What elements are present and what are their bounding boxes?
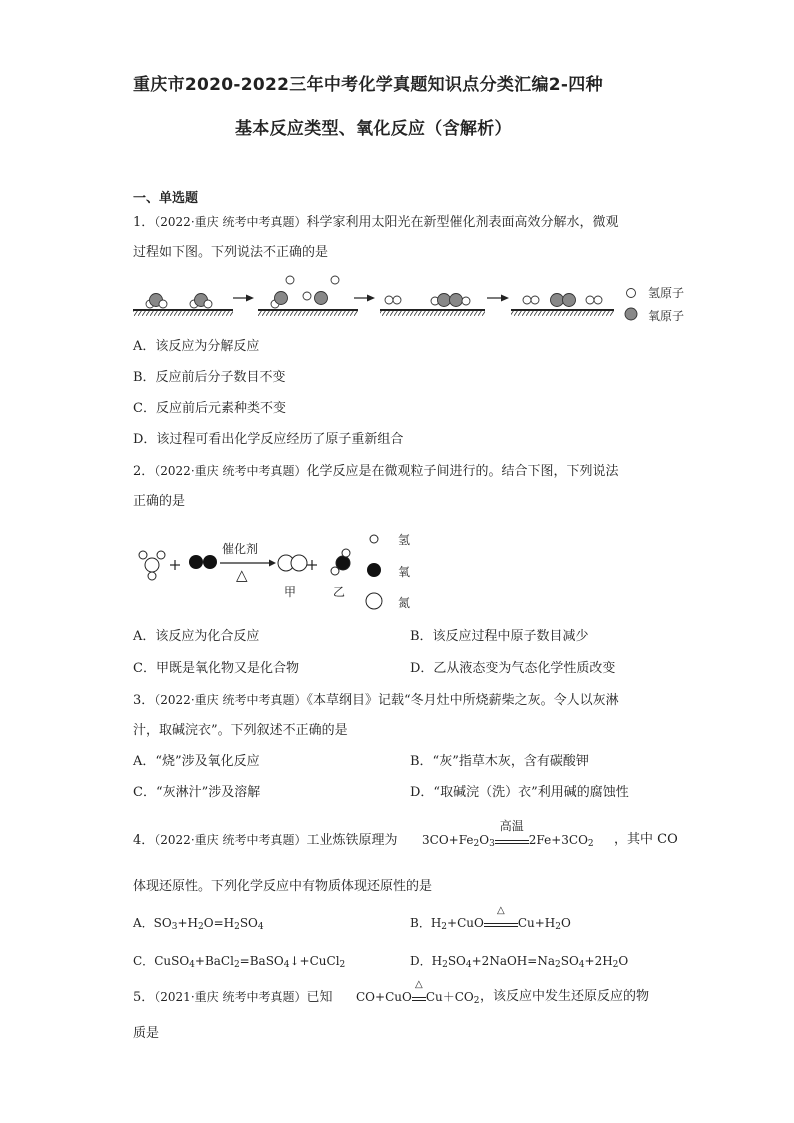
q1-source: （2022·重庆 统考中考真题）	[154, 215, 307, 229]
q3-number: 3．	[133, 693, 155, 708]
q4-equation: $3CO+Fe_2O_3$ 高温 $2Fe+3CO_2$	[422, 819, 594, 849]
q1-stem-line-2: 过程如下图。下列说法不正确的是	[133, 245, 329, 260]
q4-option-a[interactable]: A．$SO_3+H_2O=H_2SO_4$	[133, 916, 264, 932]
water-molecule	[146, 294, 167, 309]
legend-hydrogen-label: 氢原子	[648, 286, 685, 300]
recombined-molecules-stage-3	[385, 294, 470, 307]
q2-stem-line-1	[133, 462, 618, 481]
q5-stem-line-1	[133, 988, 332, 1007]
legend-label-hydrogen: 氢	[398, 533, 411, 547]
q2-option-c[interactable]: C．甲既是氧化物又是化合物	[133, 661, 299, 676]
q4-stem-line-2: 体现还原性。下列化学反应中有物质体现还原性的是	[133, 879, 433, 894]
plus-icon	[170, 560, 180, 570]
label-yi: 乙	[333, 585, 346, 599]
heat-symbol: △	[414, 979, 423, 990]
heat-symbol: △	[236, 566, 248, 584]
label-jia: 甲	[284, 585, 297, 599]
q3-source: （2022·重庆 统考中考真题）	[154, 693, 307, 707]
q3-option-d[interactable]: D．“取碱浣（洗）衣”利用碱的腐蚀性	[410, 785, 629, 800]
reaction-arrow-icon	[220, 560, 276, 567]
nitrogen-legend-icon	[366, 593, 382, 609]
q3-option-c[interactable]: C．“灰淋汁”涉及溶解	[133, 785, 261, 800]
q3-option-b[interactable]: B．“灰”指草木灰，含有碳酸钾	[410, 754, 589, 769]
catalyst-surface-3	[380, 310, 485, 316]
separating-atoms	[271, 276, 339, 308]
q5-text-pre: 已知	[306, 990, 333, 1005]
q1-micro-process-diagram	[130, 268, 690, 326]
hydrogen-legend-icon	[370, 535, 378, 543]
q1-option-b[interactable]: B．反应前后分子数目不变	[133, 370, 286, 385]
title-line-2: 基本反应类型、氧化反应（含解析）	[235, 119, 512, 139]
q1-text-a: 科学家利用太阳光在新型催化剂表面高效分解水，微观	[306, 215, 619, 230]
catalyst-surface-2	[258, 310, 358, 316]
q2-stem-line-2: 正确的是	[133, 494, 186, 509]
heat-symbol: △	[496, 905, 505, 916]
legend-label-oxygen: 氧	[398, 565, 411, 579]
arrow-icon	[354, 295, 375, 302]
oxygen-legend-icon	[367, 563, 381, 577]
q4-number: 4．	[133, 833, 155, 848]
hydrogen-atom-legend-icon	[627, 289, 636, 298]
title-line-1: 重庆市2020-2022三年中考化学真题知识点分类汇编2-四种	[133, 75, 603, 95]
q3-text-a: 《本草纲目》记载“冬月灶中所烧薪柴之灰。令人以灰淋	[306, 693, 619, 708]
plus-icon	[307, 560, 317, 570]
q2-text-a: 化学反应是在微观粒子间进行的。结合下图，下列说法	[306, 464, 619, 479]
oxygen-molecule	[189, 555, 217, 569]
catalyst-surface-1	[133, 310, 233, 316]
q2-option-d[interactable]: D．乙从液态变为气态化学性质改变	[410, 661, 616, 676]
products-stage-4	[523, 294, 602, 307]
q3-stem-line-2: 汁，取碱浣衣”。下列叙述不正确的是	[133, 723, 348, 738]
catalyst-surface-4	[511, 310, 614, 316]
q1-option-d[interactable]: D．该过程可看出化学反应经历了原子重新组合	[133, 432, 404, 447]
q1-number: 1．	[133, 215, 155, 230]
arrow-icon	[233, 295, 254, 302]
q5-text-post: ，该反应中发生还原反应的物	[480, 989, 650, 1004]
q4-condition-high-temp: 高温	[499, 819, 524, 833]
q3-option-a[interactable]: A．“烧”涉及氧化反应	[133, 754, 260, 769]
q2-source: （2022·重庆 统考中考真题）	[154, 464, 307, 478]
q5-stem-line-2: 质是	[133, 1026, 160, 1041]
nitrogen-molecule	[278, 555, 307, 571]
q2-number: 2．	[133, 464, 155, 479]
section-heading: 一、单选题	[133, 191, 199, 206]
ammonia-molecule	[139, 551, 165, 580]
q2-option-b[interactable]: B．该反应过程中原子数目减少	[410, 629, 589, 644]
q4-text-pre: 工业炼铁原理为	[306, 833, 398, 848]
catalyst-label: 催化剂	[222, 542, 259, 556]
water-molecule-product	[331, 549, 350, 575]
q3-stem-line-1	[133, 691, 619, 710]
q1-stem-line-1	[133, 213, 618, 232]
q1-option-a[interactable]: A．该反应为分解反应	[133, 339, 260, 354]
q1-option-c[interactable]: C．反应前后元素种类不变	[133, 401, 286, 416]
q4-option-c[interactable]: C．CuSO$_4$+BaCl$_2$=BaSO$_4$↓+CuCl$_2$	[133, 954, 346, 970]
q5-equation: CO+CuO △ $Cu+CO_2$	[356, 988, 480, 1006]
q4-text-post: ，其中 CO	[614, 832, 678, 847]
oxygen-atom-legend-icon	[625, 308, 637, 320]
q4-stem-line-1	[133, 831, 397, 850]
q4-source: （2022·重庆 统考中考真题）	[154, 833, 307, 847]
q5-number: 5．	[133, 990, 155, 1005]
legend-label-nitrogen: 氮	[398, 596, 411, 610]
q5-source: （2021·重庆 统考中考真题）	[154, 990, 307, 1004]
arrow-icon	[487, 295, 509, 302]
q2-option-a[interactable]: A．该反应为化合反应	[133, 629, 260, 644]
q2-reaction-diagram	[130, 528, 400, 612]
q4-option-b[interactable]: B．$H_2+CuO$ △ $Cu+H_2O$	[410, 914, 571, 932]
water-molecule	[190, 294, 212, 309]
q4-option-d[interactable]: D．$H_2SO_4+2NaOH=Na_2SO_4+2H_2O$	[410, 954, 629, 970]
legend-oxygen-label: 氧原子	[648, 309, 685, 323]
